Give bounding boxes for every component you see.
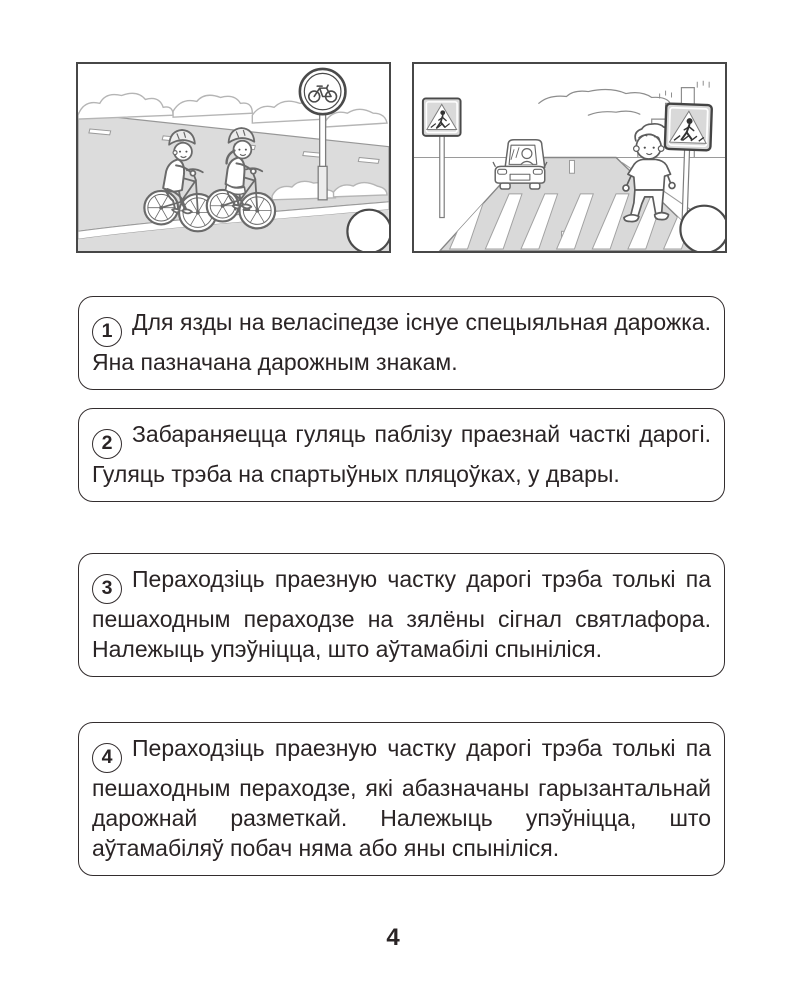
rule-paragraph [92, 307, 711, 377]
rule-paragraph [92, 733, 711, 863]
car [493, 140, 546, 189]
rule-text: Пераходзіць праезную частку дарогі трэба толькі па пешаходным пераходзе на зялёны сігнал святлафора. Належыць упэўніцца, што аўтамабілі спыніліся. [92, 566, 711, 662]
rule-box-3 [78, 553, 725, 677]
rule-text: Для язды на веласіпедзе існуе спецыяльная дарожка. Яна пазначана дарожным знакам. [92, 309, 711, 375]
rule-paragraph [92, 564, 711, 664]
figure-crossing-scene [412, 62, 727, 253]
rule-text: Пераходзіць праезную частку дарогі трэба толькі па пешаходным пераходзе, які абазначаны гарызантальнай дарожнай разметкай. Належыць упэўніцца, што аўтамабіляў побач няма або яны спыніліся. [92, 735, 711, 861]
page-number: 4 [386, 924, 400, 951]
clouds [539, 90, 670, 116]
answer-circle [680, 206, 725, 251]
pedestrian-crossing-sign-right [662, 104, 712, 220]
rule-box-2 [78, 408, 725, 502]
rule-number-badge: 4 [92, 743, 122, 773]
figure-row [76, 62, 727, 253]
rule-number-badge: 2 [92, 429, 122, 459]
crossing-illustration [414, 64, 725, 251]
rule-number-badge: 3 [92, 574, 122, 604]
rule-text: Забараняецца гуляць паблізу праезнай часткі дарогі. Гуляць трэба на спартыўных пляцоўках, у двары. [92, 421, 711, 487]
bike-path-illustration [78, 64, 389, 251]
rule-box-1 [78, 296, 725, 390]
rule-number-badge: 1 [92, 317, 122, 347]
rule-box-4 [78, 722, 725, 876]
figure-bike-path-scene [76, 62, 391, 253]
rule-paragraph [92, 419, 711, 489]
answer-circle [347, 210, 389, 251]
